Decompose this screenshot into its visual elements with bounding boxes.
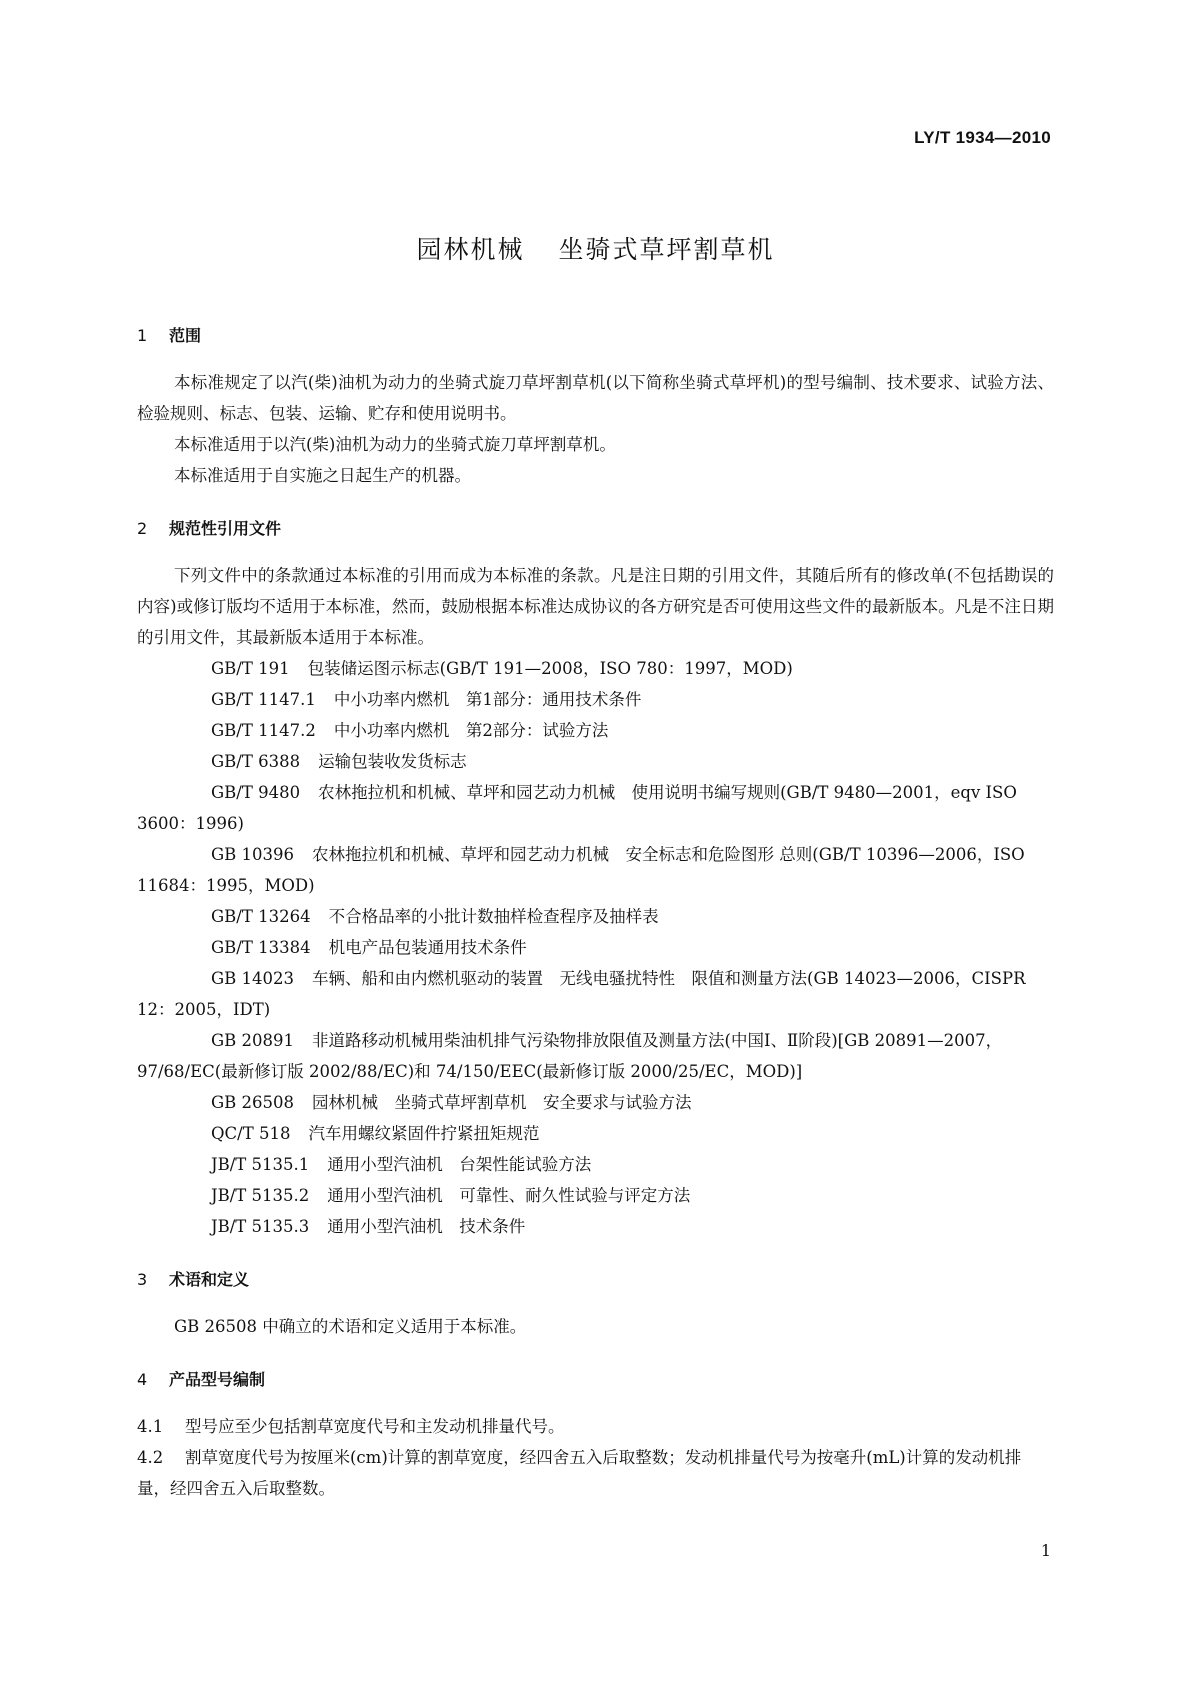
section-heading	[137, 1264, 1054, 1295]
section-title: 术语和定义	[169, 1270, 250, 1289]
clause	[137, 1411, 1054, 1442]
section-4	[137, 1364, 1054, 1504]
section-heading	[137, 1364, 1054, 1395]
section-3	[137, 1264, 1054, 1342]
clause-number: 4.1	[137, 1417, 164, 1436]
reference-item	[137, 1118, 1054, 1149]
document-body	[137, 320, 1054, 1526]
section-number: 3	[137, 1270, 148, 1289]
section-number: 4	[137, 1370, 148, 1389]
reference-item	[137, 963, 1054, 1025]
reference-item	[137, 901, 1054, 932]
standard-code: LY/T 1934—2010	[914, 128, 1051, 147]
reference-title: 通用小型汽油机 可靠性、耐久性试验与评定方法	[327, 1186, 691, 1205]
reference-item	[137, 653, 1054, 684]
reference-title: 车辆、船和由内燃机驱动的装置 无线电骚扰特性 限值和测量方法(GB 14023—2006，CISPR 12：2005，IDT)	[137, 969, 1026, 1019]
clause-text: 型号应至少包括割草宽度代号和主发动机排量代号。	[185, 1417, 565, 1436]
clause	[137, 1442, 1054, 1504]
reference-code: GB/T 1147.1	[211, 690, 316, 709]
title-part-1: 园林机械	[416, 235, 525, 264]
reference-code: JB/T 5135.2	[211, 1186, 310, 1205]
reference-title: 包装储运图示标志(GB/T 191—2008，ISO 780：1997，MOD)	[307, 659, 793, 678]
section-title: 产品型号编制	[169, 1370, 266, 1389]
reference-title: 非道路移动机械用柴油机排气污染物排放限值及测量方法(中国Ⅰ、Ⅱ阶段)[GB 20891—2007，97/68/EC(最新修订版 2002/88/EC)和 74/150/EEC(最新修订版 2000/25/EC，MOD)]	[137, 1031, 1003, 1081]
reference-code: JB/T 5135.3	[211, 1217, 310, 1236]
reference-item	[137, 932, 1054, 963]
reference-code: GB/T 6388	[211, 752, 301, 771]
reference-title: 中小功率内燃机 第2部分：试验方法	[333, 721, 609, 740]
section-heading	[137, 513, 1054, 544]
section-title: 范围	[169, 326, 202, 345]
reference-code: QC/T 518	[211, 1124, 291, 1143]
clause-number: 4.2	[137, 1448, 164, 1467]
section-title: 规范性引用文件	[169, 519, 282, 538]
title-part-2: 坐骑式草坪割草机	[558, 235, 775, 264]
reference-title: 农林拖拉机和机械、草坪和园艺动力机械 使用说明书编写规则(GB/T 9480—2001，eqv ISO 3600：1996)	[137, 783, 1017, 833]
reference-title: 农林拖拉机和机械、草坪和园艺动力机械 安全标志和危险图形 总则(GB/T 10396—2006，ISO 11684：1995，MOD)	[137, 845, 1025, 895]
reference-title: 通用小型汽油机 台架性能试验方法	[327, 1155, 592, 1174]
clause-text: 割草宽度代号为按厘米(cm)计算的割草宽度，经四舍五入后取整数；发动机排量代号为按毫升(mL)计算的发动机排量，经四舍五入后取整数。	[137, 1448, 1022, 1498]
section-heading	[137, 320, 1054, 351]
paragraph: 下列文件中的条款通过本标准的引用而成为本标准的条款。凡是注日期的引用文件，其随后所有的修改单(不包括勘误的内容)或修订版均不适用于本标准，然而，鼓励根据本标准达成协议的各方研究是否可使用这些文件的最新版本。凡是不注日期的引用文件，其最新版本适用于本标准。	[137, 566, 1054, 647]
section-number: 1	[137, 326, 148, 345]
reference-title: 机电产品包装通用技术条件	[328, 938, 527, 957]
reference-code: GB 10396	[211, 845, 295, 864]
reference-title: 园林机械 坐骑式草坪割草机 安全要求与试验方法	[312, 1093, 692, 1112]
reference-item	[137, 777, 1054, 839]
reference-item	[137, 1149, 1054, 1180]
reference-code: GB/T 1147.2	[211, 721, 316, 740]
section-2	[137, 513, 1054, 1242]
section-number: 2	[137, 519, 148, 538]
reference-title: 中小功率内燃机 第1部分：通用技术条件	[333, 690, 642, 709]
reference-code: GB/T 13264	[211, 907, 311, 926]
reference-code: JB/T 5135.1	[211, 1155, 310, 1174]
reference-code: GB/T 9480	[211, 783, 301, 802]
reference-code: GB/T 191	[211, 659, 290, 678]
paragraph: 本标准适用于以汽(柴)油机为动力的坐骑式旋刀草坪割草机。	[174, 435, 616, 454]
reference-item	[137, 1087, 1054, 1118]
reference-item	[137, 1180, 1054, 1211]
page-number: 1	[1040, 1541, 1051, 1560]
reference-code: GB 14023	[211, 969, 295, 988]
page-title	[0, 230, 1191, 266]
reference-title: 通用小型汽油机 技术条件	[327, 1217, 526, 1236]
paragraph: 本标准规定了以汽(柴)油机为动力的坐骑式旋刀草坪割草机(以下简称坐骑式草坪机)的型号编制、技术要求、试验方法、检验规则、标志、包装、运输、贮存和使用说明书。	[137, 373, 1054, 423]
reference-title: 汽车用螺纹紧固件拧紧扭矩规范	[308, 1124, 540, 1143]
reference-item	[137, 839, 1054, 901]
reference-item	[137, 746, 1054, 777]
reference-item	[137, 684, 1054, 715]
reference-item	[137, 715, 1054, 746]
reference-item	[137, 1211, 1054, 1242]
reference-code: GB 26508	[211, 1093, 295, 1112]
section-1	[137, 320, 1054, 491]
paragraph: 本标准适用于自实施之日起生产的机器。	[174, 466, 471, 485]
reference-code: GB/T 13384	[211, 938, 311, 957]
reference-item	[137, 1025, 1054, 1087]
paragraph: GB 26508 中确立的术语和定义适用于本标准。	[174, 1317, 527, 1336]
reference-code: GB 20891	[211, 1031, 295, 1050]
reference-title: 不合格品率的小批计数抽样检查程序及抽样表	[328, 907, 659, 926]
reference-title: 运输包装收发货标志	[318, 752, 467, 771]
